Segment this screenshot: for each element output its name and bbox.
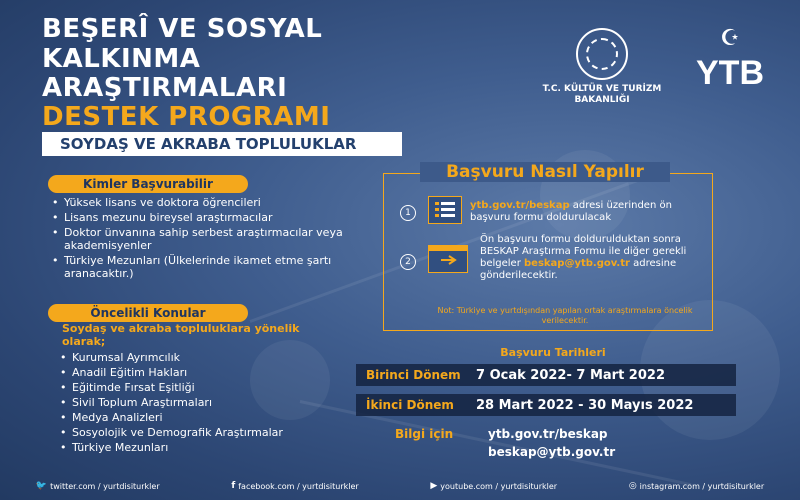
twitter-icon: 🐦 — [35, 481, 48, 491]
footer-instagram[interactable] — [629, 481, 764, 491]
form-icon — [428, 196, 462, 224]
step-1-number: 1 — [400, 205, 416, 221]
step-2-email[interactable]: beskap@ytb.gov.tr — [524, 258, 630, 269]
step-2-number: 2 — [400, 254, 416, 270]
footer-twitter[interactable] — [36, 481, 160, 491]
title-line-1: BEŞERÎ VE SOSYAL — [42, 14, 323, 44]
date-label: İkinci Dönem — [366, 398, 454, 412]
step-2-text — [480, 234, 705, 282]
subtitle-bar: SOYDAŞ VE AKRABA TOPLULUKLAR — [42, 132, 402, 156]
footer-youtube[interactable] — [430, 481, 557, 491]
step-1-link[interactable]: ytb.gov.tr/beskap — [470, 200, 570, 211]
ministry-emblem-icon — [576, 28, 628, 80]
footer-twitter-text: twitter.com / yurtdisiturkler — [50, 481, 160, 491]
date-row — [356, 364, 736, 386]
bilgi-email-link[interactable]: beskap@ytb.gov.tr — [488, 445, 616, 459]
step-2-desc-end: adresine gönderilecektir. — [480, 258, 677, 281]
list-item: • Sosyolojik ve Demografik Araştırmalar — [58, 426, 338, 439]
step-1-text — [470, 200, 700, 224]
step-1-desc: adresi üzerinden ön başvuru formu doldurulacak — [470, 200, 672, 223]
footer-youtube-text: youtube.com / yurtdisiturkler — [440, 481, 558, 491]
oncelikli-list — [58, 351, 338, 456]
oncelikli-heading: Öncelikli Konular — [48, 304, 248, 322]
date-value: 28 Mart 2022 - 30 Mayıs 2022 — [476, 397, 694, 413]
crescent-star-icon: ☪ — [720, 26, 740, 51]
bilgi-label: Bilgi için — [395, 427, 454, 441]
step-2-desc: Ön başvuru formu doldurulduktan sonra BESKAP Araştırma Formu ile diğer gerekli belgeler — [480, 234, 687, 269]
list-item: • Doktor ünvanına sahip serbest araştırmacılar veya akademisyenler — [50, 226, 350, 252]
list-item: • Anadil Eğitim Hakları — [58, 366, 338, 379]
list-item: • Lisans mezunu bireysel araştırmacılar — [50, 211, 350, 224]
social-footer — [0, 472, 800, 500]
date-label: Birinci Dönem — [366, 368, 461, 382]
date-value: 7 Ocak 2022- 7 Mart 2022 — [476, 367, 665, 383]
list-item: • Sivil Toplum Araştırmaları — [58, 396, 338, 409]
title-line-2: KALKINMA — [42, 44, 201, 74]
list-item: • Kurumsal Ayrımcılık — [58, 351, 338, 364]
title-line-3: ARAŞTIRMALARI — [42, 73, 288, 103]
ktb-logo — [532, 28, 672, 106]
date-row — [356, 394, 736, 416]
kimler-heading: Kimler Başvurabilir — [48, 175, 248, 193]
browser-window-icon — [428, 245, 468, 273]
basvuru-note: Not: Türkiye ve yurtdışından yapılan ortak araştırmalara öncelik verilecektir. — [437, 306, 693, 325]
ytb-wordmark: YTB — [696, 54, 764, 92]
list-item: • Türkiye Mezunları — [58, 441, 338, 454]
footer-instagram-text: instagram.com / yurtdisiturkler — [639, 481, 765, 491]
footer-facebook-text: facebook.com / yurtdisiturkler — [238, 481, 359, 491]
tarihler-heading: Başvuru Tarihleri — [500, 346, 606, 359]
list-item: • Eğitimde Fırsat Eşitliği — [58, 381, 338, 394]
list-item: • Türkiye Mezunları (Ülkelerinde ikamet etme şartı aranacaktır.) — [50, 254, 350, 280]
youtube-icon: ▶ — [430, 481, 438, 491]
facebook-icon: f — [231, 481, 236, 491]
ktb-name-line2: BAKANLIĞI — [574, 95, 630, 105]
footer-facebook[interactable] — [231, 481, 358, 491]
list-item: • Medya Analizleri — [58, 411, 338, 424]
title-line-4: DESTEK PROGRAMI — [42, 102, 331, 132]
instagram-icon: ◎ — [628, 481, 637, 491]
kimler-list — [50, 196, 350, 282]
bilgi-site-link[interactable]: ytb.gov.tr/beskap — [488, 427, 608, 441]
oncelikli-subheading: Soydaş ve akraba topluluklara yönelik olarak; — [62, 322, 300, 348]
ktb-name-line1: T.C. KÜLTÜR VE TURİZM — [542, 84, 662, 94]
list-item: • Yüksek lisans ve doktora öğrencileri — [50, 196, 350, 209]
basvuru-heading: Başvuru Nasıl Yapılır — [420, 162, 670, 182]
ytb-logo — [690, 28, 770, 90]
